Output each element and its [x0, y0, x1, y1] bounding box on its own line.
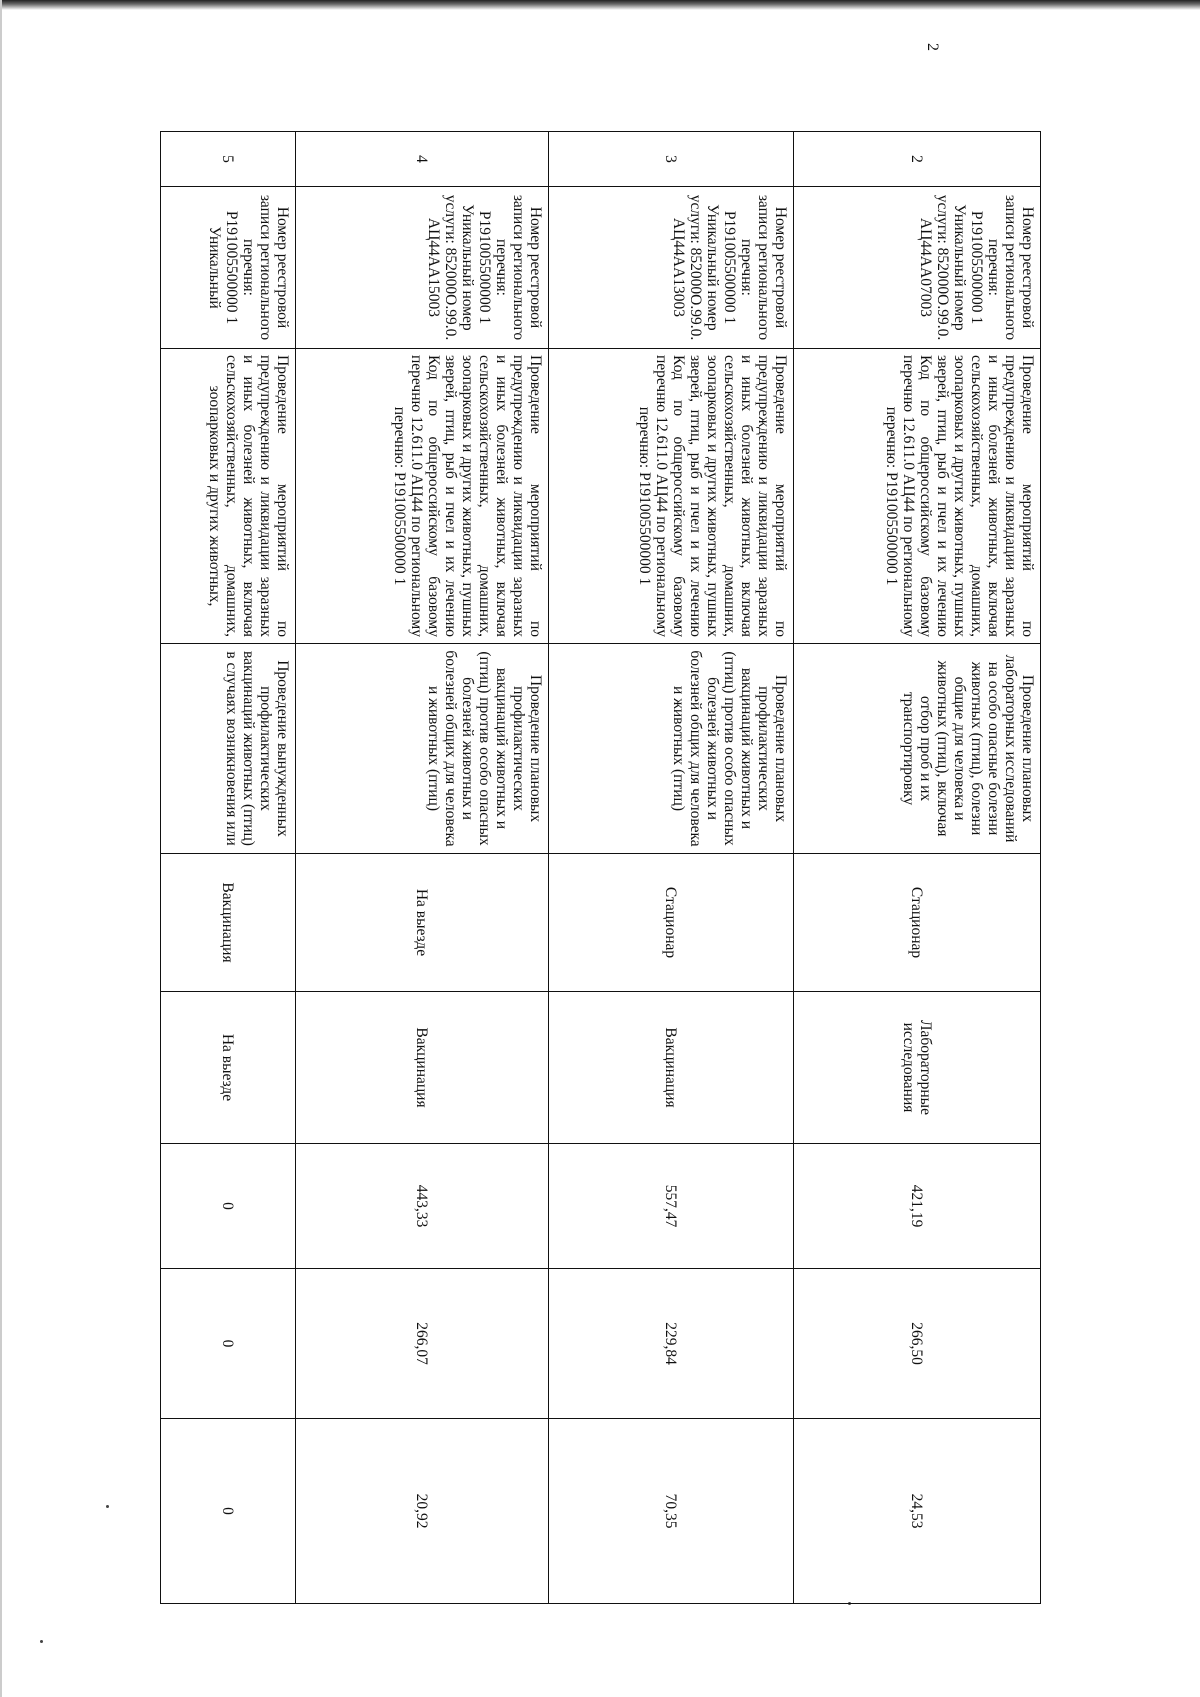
registry-record: Номер реестровой записи регионального перечня: Р191005500000 1 Уникальный номер услуги: 852000О.99.0. АЦ44АА13003: [549, 187, 794, 349]
row-number: 2: [794, 132, 1041, 187]
registry-record: Номер реестровой записи регионального перечня: Р191005500000 1 Уникальный номер услуги: 852000О.99.0. АЦ44АА07003: [794, 187, 1041, 349]
scan-speck: [106, 1505, 109, 1508]
table-row: [794, 132, 1041, 1604]
scan-top-edge: [0, 0, 1200, 10]
row-number: 4: [296, 132, 549, 187]
work-description: Проведение плановых профилактических вакцинаций животных и (птиц) против особо опасных болезней животных и болезней общих для человека и животных (птиц): [296, 644, 549, 854]
value-1: 0: [161, 1144, 296, 1269]
value-3: 24,53: [794, 1419, 1041, 1604]
work-description: Проведение плановых лабораторных исследований на особо опасные болезни животных (птиц), болезни общие для человека и животных (птиц), включая отбор проб и их транспортировку: [794, 644, 1041, 854]
value-3: 70,35: [549, 1419, 794, 1604]
service-form: На выезде: [161, 992, 296, 1144]
work-description: Проведение вынужденных профилактических вакцинаций животных (птиц) в случаях возникновения или: [161, 644, 296, 854]
service-condition: На выезде: [296, 854, 549, 992]
service-name: Проведение мероприятий по предупреждению и ликвидации заразных и иных болезней животных, включая сельскохозяйственных, домашних, зоопарковых и других животных, пушных зверей, птиц, рыб и пчел и их лечению Код по общероссийскому базовому перечню 12.611.0 АЦ44 по региональному перечню: Р191005500000 1: [296, 349, 549, 644]
registry-record: Номер реестровой записи регионального перечня: Р191005500000 1 Уникальный номер услуги: 852000О.99.0. АЦ44АА15003: [296, 187, 549, 349]
table-row: [549, 132, 794, 1604]
table-row: [296, 132, 549, 1604]
services-table: [160, 131, 1041, 1604]
value-2: 0: [161, 1269, 296, 1419]
value-2: 229,84: [549, 1269, 794, 1419]
work-description: Проведение плановых профилактических вакцинаций животных и (птиц) против особо опасных болезней животных и болезней общих для человека и животных (птиц): [549, 644, 794, 854]
value-1: 557,47: [549, 1144, 794, 1269]
value-1: 421,19: [794, 1144, 1041, 1269]
scan-speck: [40, 1640, 43, 1643]
value-2: 266,07: [296, 1269, 549, 1419]
registry-record: Номер реестровой записи регионального перечня: Р191005500000 1 Уникальный: [161, 187, 296, 349]
value-3: 0: [161, 1419, 296, 1604]
rotated-table-container: [161, 131, 1041, 1603]
service-name: Проведение мероприятий по предупреждению и ликвидации заразных и иных болезней животных, включая сельскохозяйственных, домашних, зоопарковых и других животных, пушных зверей, птиц, рыб и пчел и их лечению Код по общероссийскому базовому перечню 12.611.0 АЦ44 по региональному перечню: Р191005500000 1: [549, 349, 794, 644]
table-row: [161, 132, 296, 1604]
service-form: Вакцинация: [549, 992, 794, 1144]
value-1: 443,33: [296, 1144, 549, 1269]
service-form: Лабораторные исследования: [794, 992, 1041, 1144]
service-name: Проведение мероприятий по предупреждению и ликвидации заразных и иных болезней животных, включая сельскохозяйственных, домашних, зоопарковых и других животных,: [161, 349, 296, 644]
value-3: 20,92: [296, 1419, 549, 1604]
page-number: 2: [924, 43, 941, 51]
service-condition: Стационар: [549, 854, 794, 992]
service-condition: Вакцинация: [161, 854, 296, 992]
service-name: Проведение мероприятий по предупреждению и ликвидации заразных и иных болезней животных, включая сельскохозяйственных, домашних, зоопарковых и других животных, пушных зверей, птиц, рыб и пчел и их лечению Код по общероссийскому базовому перечню 12.611.0 АЦ44 по региональному перечню: Р191005500000 1: [794, 349, 1041, 644]
service-condition: Стационар: [794, 854, 1041, 992]
scan-left-edge: [0, 0, 2, 1697]
rotated-table: [161, 131, 1041, 1603]
service-form: Вакцинация: [296, 992, 549, 1144]
value-2: 266,50: [794, 1269, 1041, 1419]
row-number: 3: [549, 132, 794, 187]
row-number: 5: [161, 132, 296, 187]
